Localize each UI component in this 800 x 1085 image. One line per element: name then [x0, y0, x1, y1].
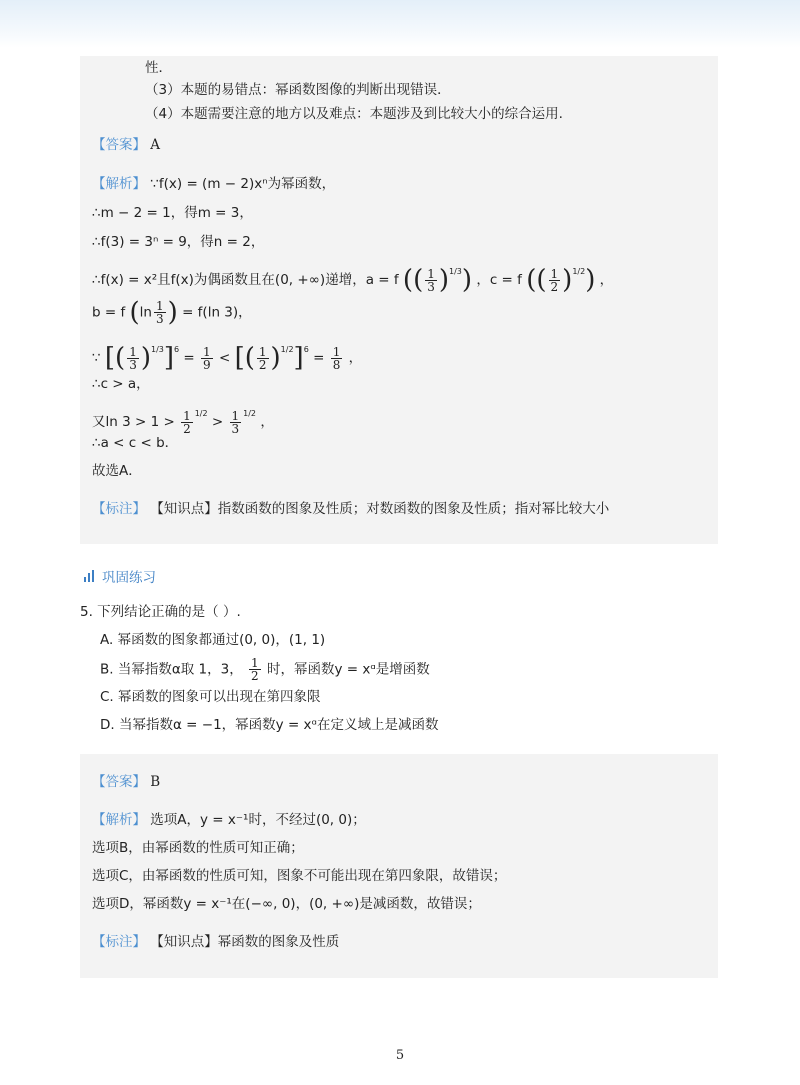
text-line: （4）本题需要注意的地方以及难点：本题涉及到比较大小的综合运用. [145, 106, 563, 122]
paren: ) [438, 265, 450, 295]
note-tag: 【标注】 [92, 501, 146, 517]
analysis-line: ∴m − 2 = 1，得m = 3， [92, 205, 253, 221]
math-text: ，c = f [476, 272, 522, 288]
bracket: ] [163, 343, 175, 373]
analysis-line [92, 174, 335, 194]
answer-value: A [150, 137, 161, 153]
analysis-line: 选项D，幂函数y = x⁻¹在(−∞, 0)，(0, +∞)是减函数，故错误； [92, 896, 481, 912]
exponent: 1/2 [243, 409, 257, 418]
fraction: $\frac{1}{2}$ [258, 344, 267, 372]
option-b [100, 657, 430, 682]
fraction: $\frac{1}{2}$ [550, 266, 559, 294]
math-text: = f(ln 3)， [182, 304, 252, 321]
fraction: $\frac{1}{9}$ [203, 344, 211, 372]
answer-tag: 【答案】 [92, 774, 146, 790]
option-b-text: B. 当幂指数α取 1，3， [100, 661, 243, 678]
analysis-line [92, 340, 362, 371]
exponent: 1/2 [572, 267, 586, 276]
fraction: $\frac{1}{3}$ [129, 344, 137, 372]
paren: ( [129, 297, 140, 328]
analysis-tag: 【解析】 [92, 812, 146, 828]
bracket: ] [293, 343, 304, 373]
question-stem: 5. 下列结论正确的是（ ）. [80, 604, 241, 620]
header-gradient-band [0, 0, 800, 48]
math-text: ， [348, 350, 363, 366]
analysis-line: 故选A． [92, 463, 142, 479]
paren: ) [167, 297, 178, 328]
analysis-line: ∴a < c < b． [92, 435, 179, 451]
paren: (( [526, 265, 547, 295]
note-text: 【知识点】幂函数的图象及性质 [150, 934, 340, 950]
analysis-line [92, 262, 613, 293]
analysis-line: 选项C，由幂函数的性质可知，图象不可能出现在第四象限，故错误； [92, 868, 507, 884]
answer-line [92, 772, 160, 792]
section-title: 巩固练习 [102, 570, 156, 586]
option-d: D. 当幂指数α = −1，幂函数y = xᵅ在定义域上是减函数 [100, 717, 439, 733]
paren: ) [585, 265, 596, 295]
fraction: $\frac{1}{2}$ [183, 408, 191, 436]
analysis-line: 选项B，由幂函数的性质可知正确； [92, 840, 304, 856]
bracket: ) [270, 343, 281, 373]
section-heading [84, 566, 156, 586]
math-text: ， [260, 414, 274, 430]
note-line [92, 932, 339, 952]
exponent: 1/2 [280, 345, 294, 354]
option-b-text: 时，幂函数y = xᵅ是增函数 [266, 661, 430, 678]
text-line: 性． [145, 60, 172, 76]
analysis-text: ∵f(x) = (m − 2)xⁿ为幂函数， [150, 176, 336, 192]
analysis-line [92, 810, 366, 830]
exponent: 6 [174, 345, 180, 354]
bracket: [( [234, 343, 255, 373]
bar-chart-icon [84, 570, 94, 582]
note-text: 【知识点】指数函数的图象及性质；对数函数的图象及性质；指对幂比较大小 [150, 501, 610, 517]
fraction: $\frac{1}{3}$ [231, 408, 240, 436]
answer-tag: 【答案】 [92, 137, 146, 153]
analysis-line: ∴f(3) = 3ⁿ = 9，得n = 2， [92, 234, 265, 250]
paren: ) [562, 265, 573, 295]
math-text: < [218, 350, 231, 366]
option-a: A. 幂函数的图象都通过(0, 0)，(1, 1) [100, 632, 326, 648]
answer-line [92, 135, 160, 155]
option-c: C. 幂函数的图象可以出现在第四象限 [100, 689, 321, 705]
analysis-tag: 【解析】 [92, 176, 146, 192]
page-number: 5 [395, 1048, 405, 1063]
fraction: $\frac{1}{2}$ [251, 656, 259, 683]
math-text: = [183, 350, 195, 366]
bracket: [( [104, 343, 126, 373]
paren: (( [402, 265, 424, 295]
math-text: 又ln 3 > 1 > [92, 414, 175, 430]
answer-value: B [150, 774, 161, 790]
exponent: 1/3 [150, 345, 164, 354]
text-line: （3）本题的易错点：幂函数图像的判断出现错误． [145, 82, 451, 98]
exponent: 1/3 [449, 267, 462, 276]
math-text: = [313, 350, 325, 366]
math-text: ， [599, 272, 614, 288]
math-text: ∵ [92, 350, 101, 366]
math-text: ln [139, 304, 152, 321]
note-line [92, 499, 609, 519]
fraction: $\frac{1}{8}$ [332, 344, 341, 372]
fraction: $\frac{1}{3}$ [155, 299, 164, 326]
bracket: ) [140, 343, 151, 373]
analysis-line [92, 297, 252, 328]
fraction: $\frac{1}{3}$ [427, 266, 435, 294]
paren: ) [461, 265, 473, 295]
exponent: 1/2 [194, 409, 208, 418]
math-text: > [211, 414, 224, 430]
analysis-text: 选项A，y = x⁻¹时，不经过(0, 0)； [150, 812, 366, 828]
analysis-line: ∴c > a， [92, 376, 150, 392]
math-text: ∴f(x) = x²且f(x)为偶函数且在(0, +∞)递增，a = f [92, 272, 399, 288]
note-tag: 【标注】 [92, 934, 146, 950]
analysis-line [92, 404, 274, 435]
exponent: 6 [303, 345, 309, 354]
math-text: b = f [92, 304, 126, 321]
